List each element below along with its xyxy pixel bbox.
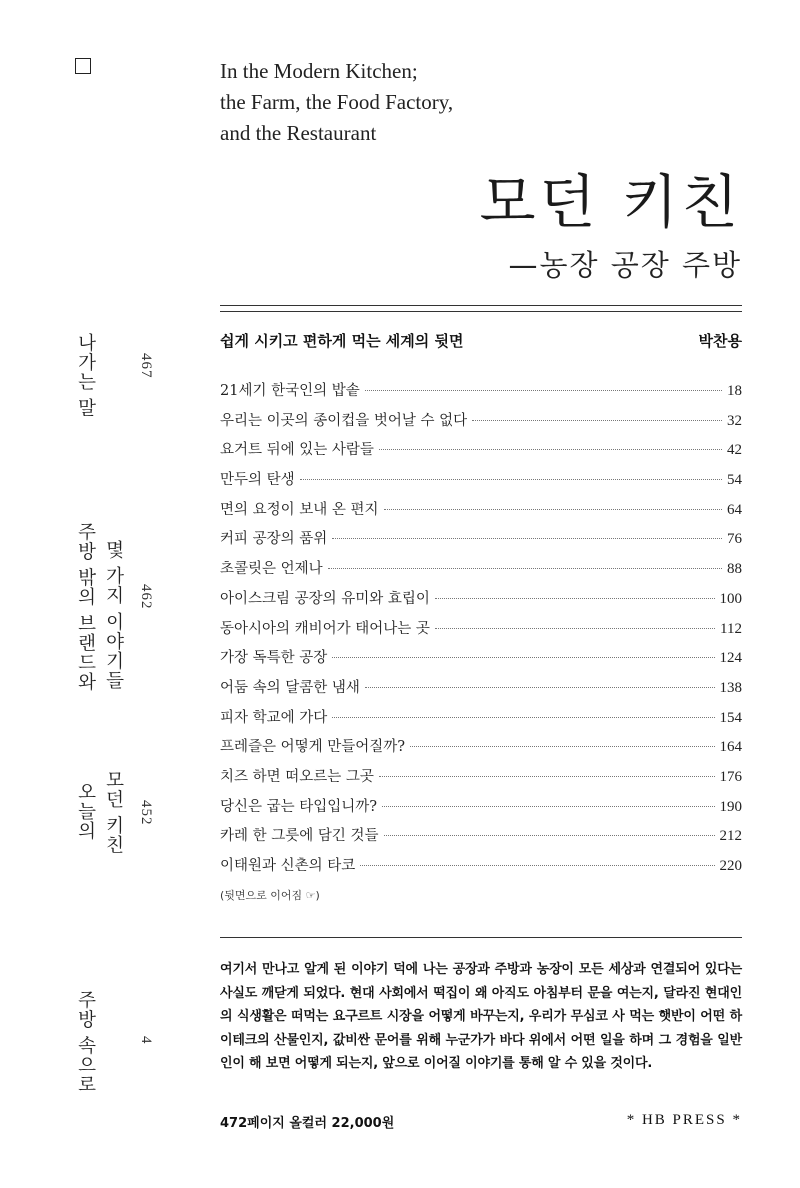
toc-page: 42 [727,442,742,459]
leader-dots [360,865,714,866]
toc-title: 치즈 하면 떠오르는 그곳 [220,768,374,785]
toc-title: 카레 한 그릇에 담긴 것들 [220,828,379,845]
leader-dots [365,390,722,391]
toc-page: 112 [720,620,742,637]
toc-item [220,379,742,409]
toc-item [220,468,742,498]
continued-note: (뒷면으로 이어짐 ☞) [220,889,320,902]
double-rule-top [220,305,742,306]
toc-page: 54 [727,472,742,489]
leader-dots [365,687,715,688]
table-of-contents [220,379,742,884]
spine-section [72,522,98,692]
toc-title: 만두의 탄생 [220,472,295,489]
spine-section-page: 462 [138,584,154,610]
toc-item [220,498,742,528]
leader-dots [472,420,722,421]
spine-section [72,990,98,1094]
spine-section-title: 모던 키친 [103,770,124,855]
leader-dots [382,806,714,807]
spine-section [72,333,98,418]
spine-section-title: 나가는 말 [75,333,96,418]
leader-dots [300,479,722,480]
toc-title: 요거트 뒤에 있는 사람들 [220,442,374,459]
toc-page: 164 [719,739,742,756]
leader-dots [384,509,722,510]
leader-dots [379,449,722,450]
toc-page: 176 [719,768,742,785]
toc-item [220,706,742,736]
toc-page: 138 [719,679,742,696]
toc-item [220,676,742,706]
toc-page: 212 [719,828,742,845]
toc-page: 190 [719,798,742,815]
spine-section-title: 오늘의 [75,782,96,841]
toc-item [220,854,742,884]
toc-title: 가장 독특한 공장 [220,650,328,667]
english-title [220,56,640,149]
spine-section-title: 주방 밖의 브랜드와 [75,522,96,692]
toc-title: 이태원과 신촌의 타코 [220,858,356,874]
spine-section [72,782,98,841]
toc-item [220,527,742,557]
english-title-line-3: and the Restaurant [220,121,377,145]
toc-title: 21세기 한국인의 밥솥 [220,383,360,399]
english-title-line-1: In the Modern Kitchen; [220,59,418,83]
toc-page: 154 [719,709,742,726]
toc-item [220,824,742,854]
english-title-line-2: the Farm, the Food Factory, [220,90,454,114]
toc-item [220,617,742,647]
book-meta: 472페이지 올컬러 22,000원 [220,1116,395,1131]
divider-rule [220,937,742,938]
toc-title: 피자 학교에 가다 [220,709,328,726]
toc-item [220,587,742,617]
toc-page: 76 [727,531,742,548]
leader-dots [332,657,714,658]
toc-page: 32 [727,412,742,429]
spine-section-page: 4 [138,1036,154,1045]
tagline: 쉽게 시키고 편하게 먹는 세계의 뒷면 [220,332,464,350]
toc-page: 220 [719,858,742,874]
leader-dots [328,568,722,569]
toc-title: 면의 요정이 보내 온 편지 [220,501,379,518]
toc-title: 커피 공장의 품위 [220,531,328,548]
toc-page: 64 [727,501,742,518]
spine-section-title: 주방 속으로 [75,990,96,1095]
toc-title: 프레즐은 어떻게 만들어질까? [220,739,406,756]
book-description: 여기서 만나고 알게 된 이야기 덕에 나는 공장과 주방과 농장이 모든 세상과 연결되어 있다는 사실도 깨닫게 되었다. 현대 사회에서 떡집이 왜 아직도 아침부터 문을 여는지, 달라진 현대인의 식생활은 떠먹는 요구르트 시장을 어떻게 바꾸는지, 우리가 무심코 사 먹는 햇반이 어떤 하이테크의 산물인지, 값비싼 문어를 위해 누군가가 바다 위에서 어떤 일을 하며 그 경험을 일반인이 해 보면 어떻게 되는지, 앞으로 이어질 이야기를 통해 알 수 있을 것이다. [220,962,742,1071]
leader-dots [410,746,714,747]
toc-title: 아이스크림 공장의 유미와 효립이 [220,590,430,607]
spine-section [100,540,126,690]
double-rule-bottom [220,311,742,312]
spine-section-title: 몇 가지 이야기들 [103,540,124,691]
leader-dots [332,538,722,539]
spine-section [100,770,126,855]
leader-dots [332,717,714,718]
toc-item [220,557,742,587]
book-subtitle: —농장 공장 주방 [508,248,742,282]
toc-item [220,646,742,676]
toc-title: 어둠 속의 달콤한 냄새 [220,679,360,696]
spine-section-page: 452 [138,800,154,826]
toc-item [220,735,742,765]
toc-page: 100 [719,590,742,607]
toc-title: 동아시아의 캐비어가 태어나는 곳 [220,620,430,637]
toc-item [220,795,742,825]
author-name: 박찬용 [698,332,742,350]
toc-title: 우리는 이곳의 종이컵을 벗어날 수 없다 [220,412,468,429]
leader-dots [435,628,715,629]
checkbox-icon[interactable] [75,58,91,74]
spine-section-page: 467 [138,353,154,379]
toc-page: 124 [719,650,742,667]
leader-dots [379,776,715,777]
toc-title: 당신은 굽는 타입입니까? [220,798,378,815]
toc-item [220,765,742,795]
leader-dots [384,835,715,836]
toc-item [220,409,742,439]
toc-item [220,438,742,468]
toc-page: 18 [727,383,742,399]
leader-dots [435,598,715,599]
toc-page: 88 [727,561,742,578]
book-title: 모던 키친 [479,168,742,236]
toc-title: 초콜릿은 언제나 [220,561,323,578]
publisher-name: * HB PRESS * [626,1112,742,1128]
